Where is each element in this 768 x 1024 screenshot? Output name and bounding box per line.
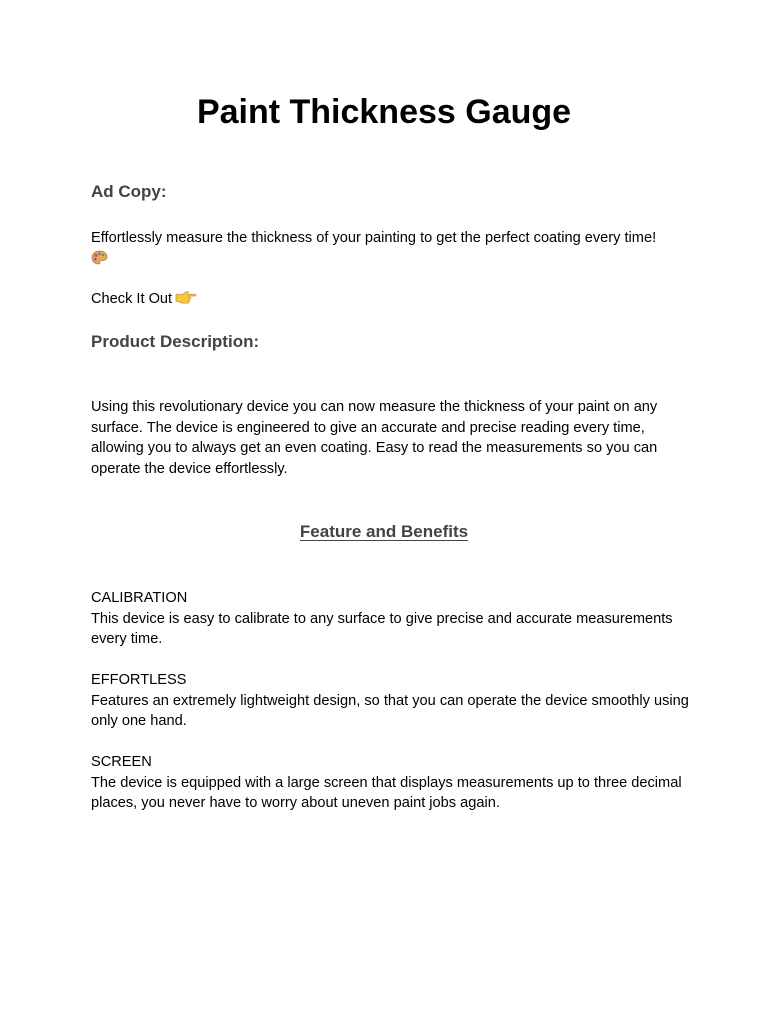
- feature-label: SCREEN: [91, 754, 152, 770]
- ad-copy-body: Effortlessly measure the thickness of your painting to get the perfect coating every time!: [91, 230, 657, 246]
- feature-text: This device is easy to calibrate to any surface to give precise and accurate measurements every time.: [91, 610, 673, 647]
- feature-item: [91, 752, 691, 814]
- feature-text: The device is equipped with a large screen that displays measurements up to three decimal places, you never have to worry about uneven paint jobs again.: [91, 774, 682, 811]
- ad-copy-text: [91, 228, 691, 269]
- cta-line: [91, 289, 691, 310]
- pointing-hand-icon: [175, 290, 197, 304]
- product-description-text: Using this revolutionary device you can now measure the thickness of your paint on any surface. The device is engineered to give an accurate and precise reading every time, allowing you to always get an even coating. Easy to read the measurements so you can operate the device effortlessly.: [91, 399, 658, 477]
- feature-label: CALIBRATION: [91, 590, 188, 606]
- cta-text[interactable]: Check It Out: [91, 291, 173, 307]
- feature-label: EFFORTLESS: [91, 672, 187, 688]
- feature-text: Features an extremely lightweight design, so that you can operate the device smoothly using only one hand.: [91, 692, 689, 729]
- product-description-heading: Product Description:: [91, 332, 260, 351]
- feature-item: [91, 670, 691, 732]
- palette-icon: [91, 250, 108, 265]
- features-heading: [0, 521, 768, 543]
- features-heading-text: Feature and Benefits: [299, 522, 469, 541]
- ad-copy-heading: Ad Copy:: [91, 182, 167, 201]
- feature-item: [91, 588, 691, 650]
- document-title: Paint Thickness Gauge: [196, 93, 572, 131]
